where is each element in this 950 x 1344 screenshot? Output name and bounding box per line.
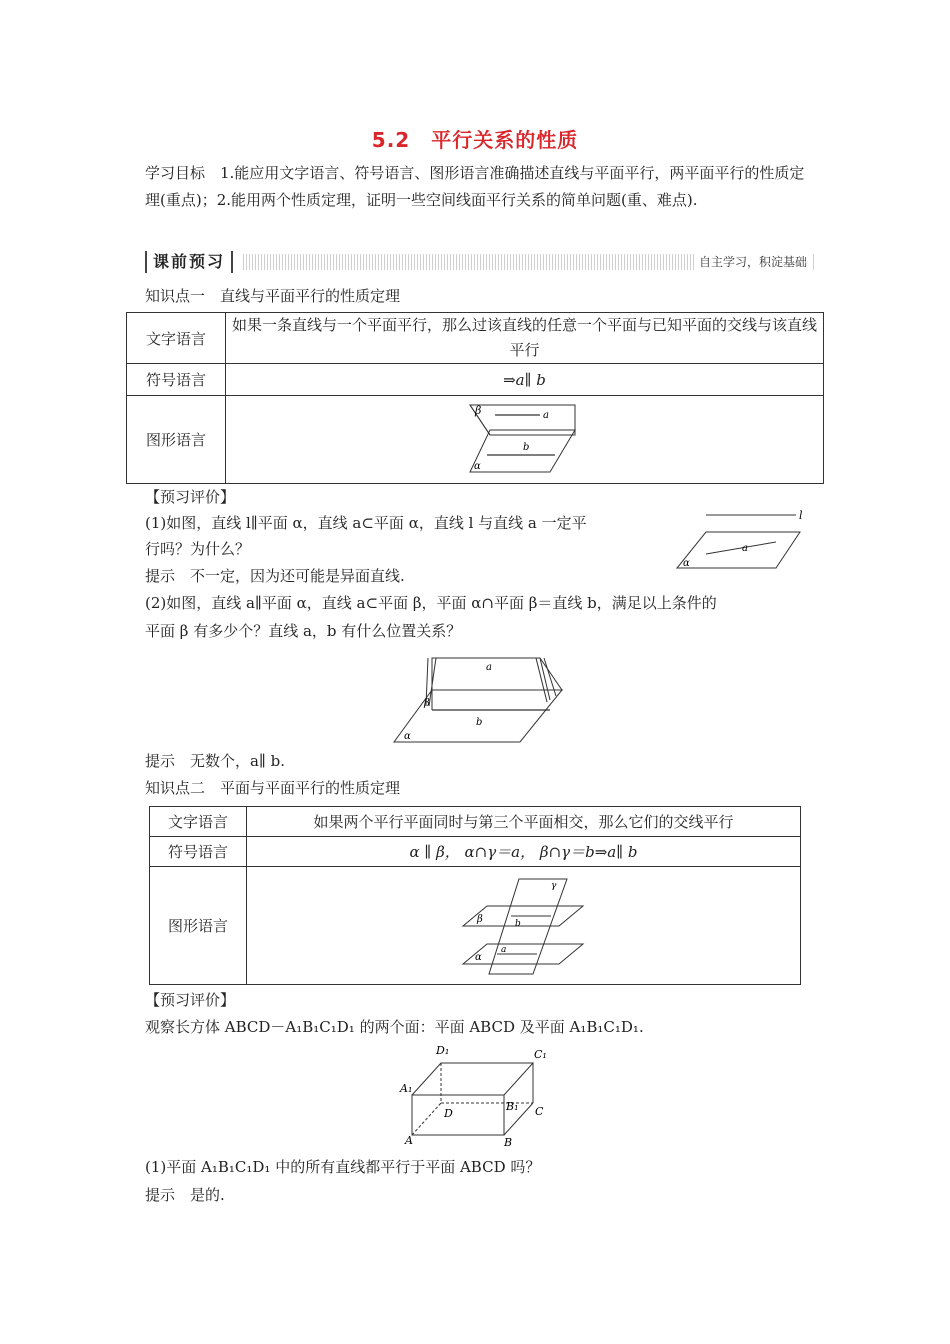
cube-label-A: A bbox=[405, 1134, 413, 1147]
table2-figure-cell bbox=[247, 867, 801, 985]
multiple-planes-figure bbox=[390, 650, 570, 745]
fig3-label-alpha: α bbox=[404, 731, 411, 742]
fig3-label-beta: β bbox=[424, 698, 430, 709]
review2-answer: 提示 是的. bbox=[145, 1186, 225, 1204]
fig4-label-gamma: γ bbox=[550, 880, 556, 891]
banner-label: 课前预习 bbox=[145, 251, 233, 273]
fig4-label-beta: β bbox=[476, 913, 483, 925]
fig3-label-b: b bbox=[476, 717, 483, 728]
fig2-label-a: a bbox=[742, 543, 748, 554]
knowledge-point-2-heading: 知识点二 平面与平面平行的性质定理 bbox=[145, 779, 401, 797]
review1-question-2-cont: 平面 β 有多少个？直线 a，b 有什么位置关系？ bbox=[145, 622, 462, 640]
cube-label-B1: B₁ bbox=[506, 1100, 519, 1113]
cube-label-C1: C₁ bbox=[534, 1048, 547, 1061]
table1-head-symbol: 符号语言 bbox=[127, 364, 226, 396]
table2-head-text: 文字语言 bbox=[150, 807, 247, 837]
review1-answer-2: 提示 无数个，a∥ b. bbox=[145, 752, 286, 770]
review1-question-1: (1)如图，直线 l∥平面 α，直线 a⊂平面 α，直线 l 与直线 a 一定平 bbox=[145, 514, 587, 532]
cube-label-B: B bbox=[504, 1136, 513, 1149]
plane-plane-parallel-figure bbox=[459, 876, 589, 976]
cube-label-C: C bbox=[535, 1105, 544, 1118]
review2-question: (1)平面 A₁B₁C₁D₁ 中的所有直线都平行于平面 ABCD 吗？ bbox=[145, 1158, 541, 1176]
fig4-label-a: a bbox=[500, 944, 506, 955]
review-heading-1: 【预习评价】 bbox=[145, 488, 236, 506]
table1-figure-cell bbox=[226, 396, 824, 484]
fig1-label-alpha: α bbox=[473, 460, 481, 472]
table2-text-content: 如果两个平行平面同时与第三个平面相交，那么它们的交线平行 bbox=[247, 807, 801, 837]
knowledge-point-1-heading: 知识点一 直线与平面平行的性质定理 bbox=[145, 287, 401, 305]
line-plane-parallel-figure bbox=[465, 400, 585, 480]
cube-label-D: D bbox=[444, 1107, 453, 1120]
fig4-label-alpha: α bbox=[474, 951, 482, 963]
cube-label-D1: D₁ bbox=[436, 1044, 450, 1057]
review2-intro: 观察长方体 ABCD－A₁B₁C₁D₁ 的两个面：平面 ABCD 及平面 A₁B₁C₁D₁. bbox=[145, 1018, 644, 1036]
table2-head-figure: 图形语言 bbox=[150, 867, 247, 985]
table2-symbol-content: α ∥ β， α∩γ＝a， β∩γ＝b⇒a∥ b bbox=[247, 837, 801, 867]
learning-goal: 学习目标 1.能应用文字语言、符号语言、图形语言准确描述直线与平面平行，两平面平行的性质定理(重点)；2.能用两个性质定理，证明一些空间线面平行关系的简单问题(重、难点). bbox=[145, 164, 805, 209]
cuboid-figure bbox=[398, 1040, 548, 1150]
fig3-label-a: a bbox=[486, 662, 492, 673]
knowledge-table-1 bbox=[126, 312, 824, 484]
page-title: 5.2 平行关系的性质 bbox=[371, 128, 579, 152]
table1-head-text: 文字语言 bbox=[127, 313, 226, 364]
review1-answer-1: 提示 不一定，因为还可能是异面直线. bbox=[145, 567, 405, 585]
table1-text-content: 如果一条直线与一个平面平行，那么过该直线的任意一个平面与已知平面的交线与该直线平行 bbox=[226, 313, 824, 364]
section-banner bbox=[145, 251, 815, 273]
table1-head-figure: 图形语言 bbox=[127, 396, 226, 484]
fig4-label-b: b bbox=[514, 918, 521, 929]
cube-label-A1: A₁ bbox=[400, 1082, 413, 1095]
banner-tag: 自主学习，积淀基础 bbox=[695, 253, 811, 270]
fig1-label-b: b bbox=[522, 441, 529, 453]
line-plane-figure bbox=[672, 506, 812, 576]
review1-question-1-cont: 行吗？为什么？ bbox=[145, 540, 251, 558]
fig2-label-alpha: α bbox=[683, 558, 690, 569]
fig1-label-a: a bbox=[542, 409, 549, 421]
fig1-label-beta: β bbox=[474, 403, 481, 417]
fig2-label-l: l bbox=[799, 509, 803, 522]
table2-head-symbol: 符号语言 bbox=[150, 837, 247, 867]
knowledge-table-2 bbox=[149, 806, 801, 985]
review-heading-2: 【预习评价】 bbox=[145, 991, 236, 1009]
table1-symbol-content: ⇒a∥ b bbox=[226, 364, 824, 396]
review1-question-2: (2)如图，直线 a∥平面 α，直线 a⊂平面 β，平面 α∩平面 β＝直线 b，满足以上条件的 bbox=[145, 594, 717, 612]
